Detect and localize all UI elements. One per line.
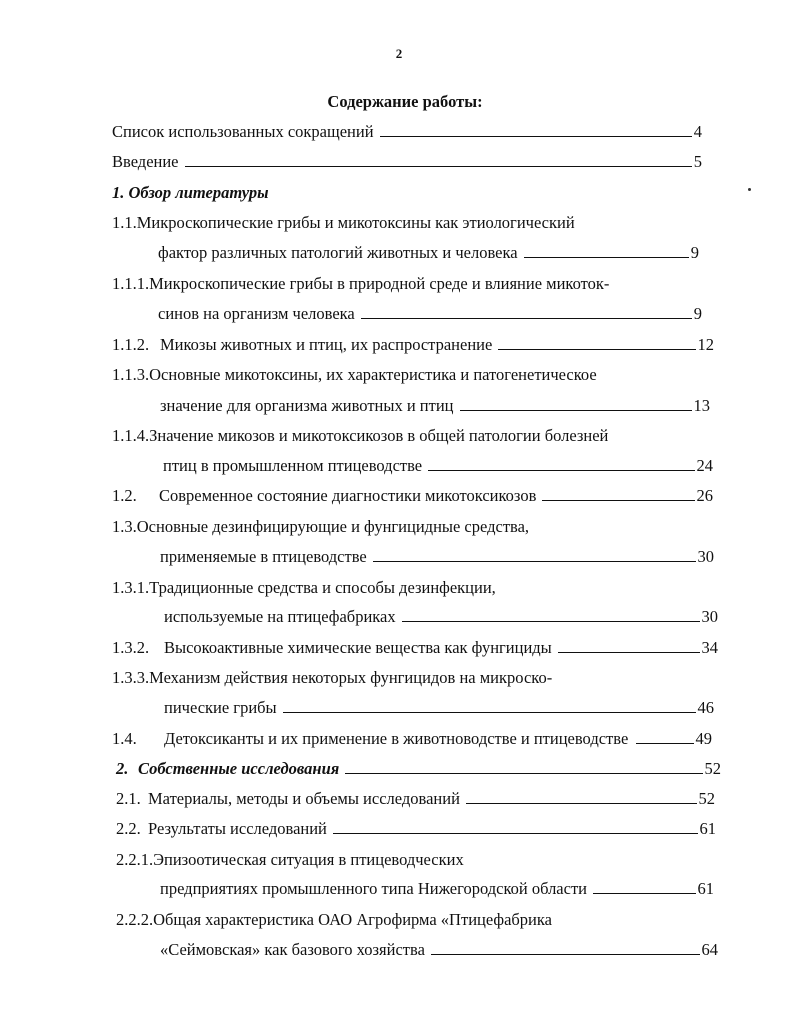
- toc-page: 34: [701, 638, 718, 657]
- toc-entry-1-3-3: [112, 668, 552, 688]
- toc-entry-text: Механизм действия некоторых фунгицидов на микроско-: [149, 668, 553, 687]
- toc-leader: [466, 789, 697, 804]
- scan-speck: [748, 188, 751, 191]
- toc-leader: [283, 698, 696, 713]
- toc-page: 46: [697, 698, 714, 717]
- toc-page: 30: [697, 547, 714, 566]
- toc-chapter-2: [116, 759, 721, 779]
- toc-entry-text: Введение: [112, 152, 179, 171]
- toc-entry-1-3-1-cont: [164, 607, 718, 627]
- toc-entry-text: Результаты исследований: [148, 819, 327, 838]
- toc-entry-text: применяемые в птицеводстве: [160, 547, 367, 566]
- toc-page: 49: [695, 729, 712, 748]
- toc-number: 1.1.2.: [112, 335, 150, 354]
- toc-page: 52: [704, 759, 721, 778]
- toc-leader: [373, 547, 696, 562]
- toc-number: 2.2.1.: [116, 850, 154, 869]
- toc-entry-text: фактор различных патологий животных и человека: [158, 243, 518, 262]
- toc-entry-text: «Сеймовская» как базового хозяйства: [160, 940, 425, 959]
- toc-leader: [428, 456, 694, 471]
- toc-page: 24: [696, 456, 713, 475]
- toc-number: 1.1.4.: [112, 426, 150, 445]
- toc-entry-text: Общая характеристика ОАО Агрофирма «Птицефабрика: [153, 910, 552, 929]
- toc-entry-2-2-1-cont: [160, 879, 714, 899]
- toc-page: 30: [701, 607, 718, 626]
- toc-number: 1.1.3.: [112, 365, 150, 384]
- toc-entry-text: Значение микозов и микотоксикозов в общей патологии болезней: [149, 426, 609, 445]
- toc-page: 9: [693, 304, 702, 323]
- toc-leader: [380, 122, 692, 137]
- toc-entry-1-4: [112, 729, 712, 749]
- toc-number: 2.1.: [116, 789, 141, 808]
- toc-entry-1-1-1-cont: [158, 304, 702, 324]
- toc-entry-text: Основные микотоксины, их характеристика и патогенетическое: [149, 365, 597, 384]
- toc-leader: [460, 396, 692, 411]
- toc-entry-text: Список использованных сокращений: [112, 122, 374, 141]
- toc-entry-1-1: [112, 213, 575, 233]
- toc-entry-2-2-2: [116, 910, 552, 930]
- toc-entry-text: синов на организм человека: [158, 304, 355, 323]
- toc-entry-introduction: [112, 152, 702, 172]
- toc-page: 12: [697, 335, 714, 354]
- toc-leader: [185, 152, 692, 167]
- toc-leader: [542, 486, 694, 501]
- toc-entry-text: Высокоактивные химические вещества как фунгициды: [164, 638, 552, 657]
- toc-entry-abbreviations: [112, 122, 702, 142]
- toc-leader: [361, 304, 692, 319]
- toc-entry-text: Современное состояние диагностики микотоксикозов: [159, 486, 537, 505]
- toc-number: 1.3.1.: [112, 578, 150, 597]
- toc-page: 9: [690, 243, 699, 262]
- toc-entry-1-1-4: [112, 426, 608, 446]
- toc-entry-1-1-2: [112, 335, 714, 355]
- toc-leader: [431, 940, 700, 955]
- toc-entry-text: Традиционные средства и способы дезинфекции,: [149, 578, 496, 597]
- toc-entry-1-3-3-cont: [164, 698, 714, 718]
- toc-entry-2-1: [116, 789, 715, 809]
- toc-number: 1.3.3.: [112, 668, 150, 687]
- toc-page: 13: [693, 396, 710, 415]
- toc-entry-text: птиц в промышленном птицеводстве: [163, 456, 423, 475]
- toc-entry-2-2-1: [116, 850, 464, 870]
- page-title: Содержание работы:: [327, 92, 483, 111]
- toc-page: 61: [697, 879, 714, 898]
- toc-number: 1.3.2.: [112, 638, 150, 657]
- toc-entry-1-2: [112, 486, 713, 506]
- toc-entry-1-1-1: [112, 274, 609, 294]
- toc-entry-text: Микозы животных и птиц, их распространение: [160, 335, 493, 354]
- toc-page: 61: [699, 819, 716, 838]
- toc-leader: [558, 638, 700, 653]
- toc-entry-1-1-cont: [158, 243, 699, 263]
- toc-leader: [333, 819, 698, 834]
- toc-number: 1.2.: [112, 486, 137, 505]
- toc-number: 1.1.1.: [112, 274, 150, 293]
- toc-number: 2.2.2.: [116, 910, 154, 929]
- toc-entry-text: предприятиях промышленного типа Нижегородской области: [160, 879, 587, 898]
- toc-leader: [524, 243, 689, 258]
- page-number: 2: [395, 46, 403, 61]
- toc-number: 2.2.: [116, 819, 141, 838]
- toc-entry-1-1-4-cont: [163, 456, 713, 476]
- toc-page: 5: [693, 152, 702, 171]
- toc-entry-text: Микроскопические грибы в природной среде и влияние микоток-: [149, 274, 610, 293]
- toc-leader: [498, 335, 695, 350]
- toc-entry-1-3-1: [112, 578, 496, 598]
- toc-page: 26: [696, 486, 713, 505]
- toc-entry-text: Детоксиканты и их применение в животноводстве и птицеводстве: [164, 729, 629, 748]
- toc-page: 52: [698, 789, 715, 808]
- toc-number: 1.4.: [112, 729, 137, 748]
- toc-entry-text: Материалы, методы и объемы исследований: [148, 789, 460, 808]
- toc-entry-1-1-3-cont: [160, 396, 710, 416]
- toc-leader: [402, 607, 700, 622]
- toc-number: 1.1.: [112, 213, 137, 232]
- toc-entry-1-3-2: [112, 638, 718, 658]
- toc-entry-text: Эпизоотическая ситуация в птицеводческих: [153, 850, 464, 869]
- toc-page: 4: [693, 122, 702, 141]
- toc-entry-1-3-cont: [160, 547, 714, 567]
- toc-entry-1-1-3: [112, 365, 597, 385]
- toc-entry-text: Собственные исследования: [138, 759, 340, 778]
- toc-entry-1-3: [112, 517, 529, 537]
- toc-leader: [345, 759, 702, 774]
- toc-entry-2-2: [116, 819, 716, 839]
- toc-number: 2.: [116, 759, 129, 778]
- toc-chapter-1: 1. Обзор литературы: [112, 183, 269, 202]
- toc-page: 64: [701, 940, 718, 959]
- toc-entry-text: Микроскопические грибы и микотоксины как этиологический: [136, 213, 575, 232]
- toc-entry-text: используемые на птицефабриках: [164, 607, 396, 626]
- toc-entry-text: пические грибы: [164, 698, 277, 717]
- toc-entry-2-2-2-cont: [160, 940, 718, 960]
- toc-entry-text: значение для организма животных и птиц: [160, 396, 454, 415]
- toc-leader: [636, 729, 693, 744]
- toc-leader: [593, 879, 696, 894]
- toc-number: 1.3.: [112, 517, 137, 536]
- toc-entry-text: Основные дезинфицирующие и фунгицидные средства,: [136, 517, 530, 536]
